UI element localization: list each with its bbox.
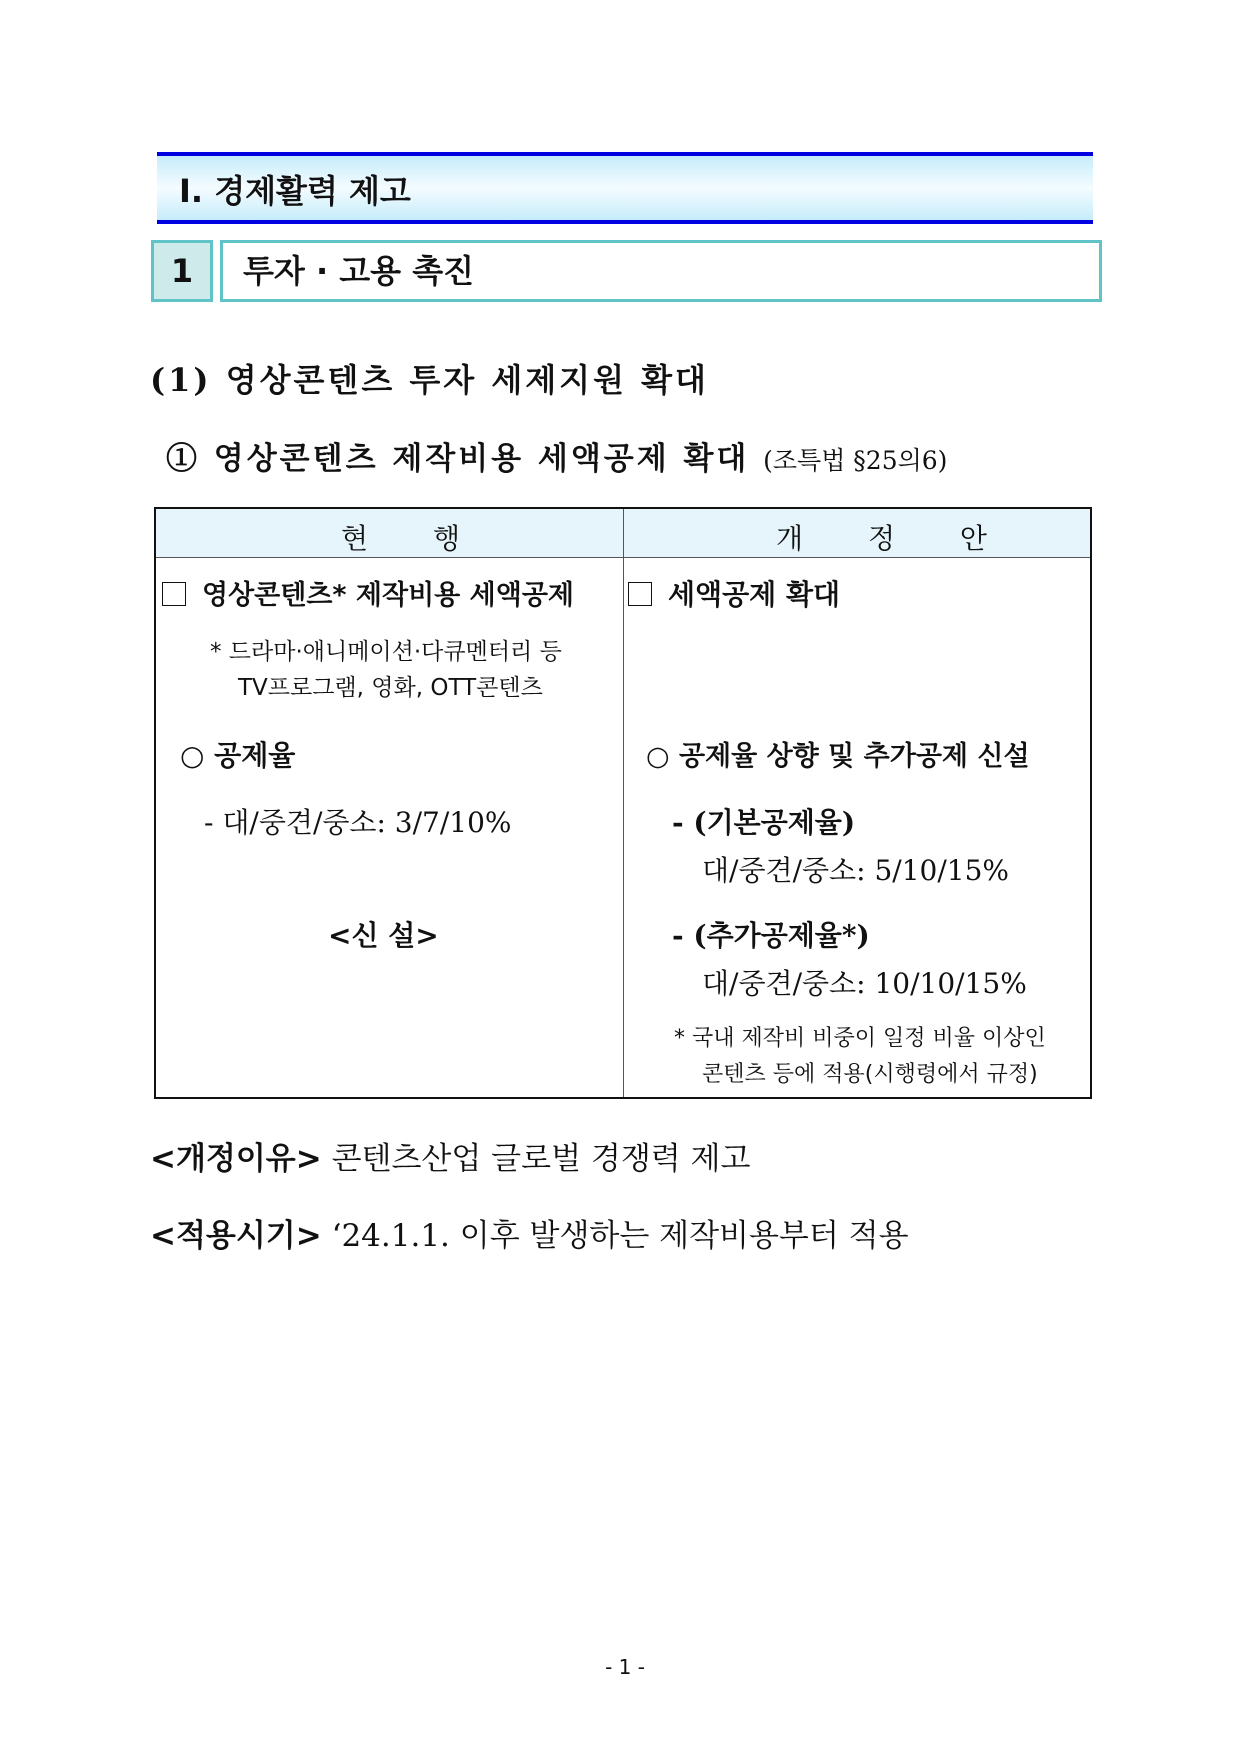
- item-title: ① 영상콘텐츠 제작비용 세액공제 확대: [166, 441, 750, 477]
- proposed-heading-line: [628, 573, 840, 613]
- subsection-title: (1) 영상콘텐츠 투자 세제지원 확대: [150, 361, 709, 399]
- comparison-table: [154, 507, 1092, 1099]
- effective-date: [150, 1210, 909, 1255]
- revision-reason: [150, 1133, 750, 1178]
- effective-text: ‘24.1.1. 이후 발생하는 제작비용부터 적용: [331, 1218, 909, 1254]
- current-new-mark: <신 설>: [328, 919, 439, 952]
- header-current: 현 행: [341, 522, 488, 555]
- checkbox-square-icon: [628, 582, 652, 606]
- law-reference: (조특법 §25의6): [763, 446, 948, 475]
- reason-label: <개정이유>: [150, 1141, 322, 1177]
- proposed-heading: 세액공제 확대: [668, 578, 841, 611]
- current-heading-line: [162, 573, 574, 612]
- chapter-title: Ⅰ. 경제활력 제고: [179, 172, 411, 210]
- proposed-base-rate: 대/중견/중소: 5/10/15%: [702, 854, 1009, 887]
- effective-label: <적용시기>: [150, 1218, 322, 1254]
- proposed-note-2: 콘텐츠 등에 적용(시행령에서 규정): [702, 1062, 1038, 1087]
- item-title-line: [166, 433, 947, 478]
- section-title: 투자 · 고용 촉진: [243, 252, 475, 290]
- proposed-extra-label: - (추가공제율*): [672, 919, 870, 952]
- proposed-bullet: ○ 공제율 상향 및 추가공제 신설: [646, 741, 1030, 772]
- current-rate: - 대/중견/중소: 3/7/10%: [204, 806, 512, 839]
- reason-text: 콘텐츠산업 글로벌 경쟁력 제고: [331, 1141, 751, 1177]
- page-number: - 1 -: [605, 1655, 645, 1679]
- proposed-extra-rate: 대/중견/중소: 10/10/15%: [702, 967, 1027, 1000]
- current-bullet: ○ 공제율: [180, 739, 296, 772]
- header-proposed: 개 정 안: [776, 522, 1015, 555]
- proposed-note-1: * 국내 제작비 비중이 일정 비율 이상인: [674, 1026, 1046, 1051]
- current-heading: 영상콘텐츠* 제작비용 세액공제: [202, 580, 574, 611]
- checkbox-square-icon: [162, 582, 186, 606]
- current-note-1: * 드라마·애니메이션·다큐멘터리 등: [210, 639, 562, 665]
- proposed-base-label: - (기본공제율): [672, 806, 856, 839]
- section-number: 1: [151, 240, 213, 302]
- current-note-2: TV프로그램, 영화, OTT콘텐츠: [238, 675, 543, 701]
- column-divider: [623, 509, 624, 1097]
- chapter-header: [157, 152, 1093, 224]
- section-title-box: [220, 240, 1102, 302]
